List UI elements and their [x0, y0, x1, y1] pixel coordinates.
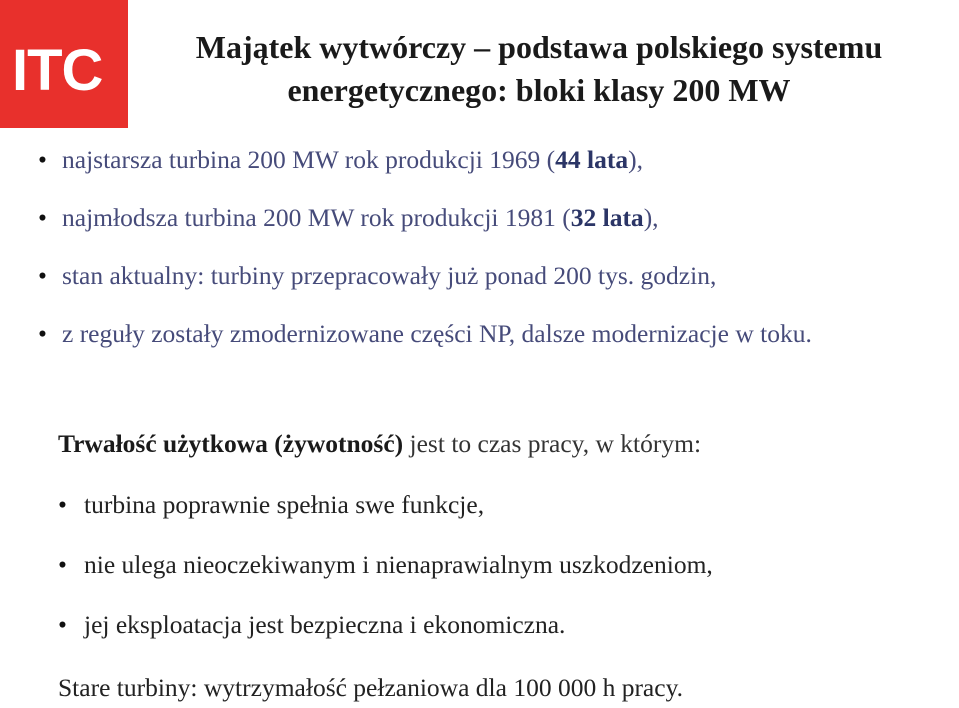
- durability-conditions-list: [58, 489, 948, 641]
- list-item: [38, 260, 953, 292]
- bullet-icon: •: [38, 203, 47, 232]
- list-item-text: najmłodsza turbina 200 MW rok produkcji 1981 (: [62, 203, 571, 232]
- durability-term: Trwałość użytkowa (żywotność): [58, 429, 404, 458]
- logo-text: ITC: [12, 38, 103, 103]
- list-item: [58, 609, 948, 641]
- list-item-text: z reguły zostały zmodernizowane części NP, dalsze modernizacje w toku.: [62, 319, 812, 348]
- bullet-icon: •: [38, 261, 47, 290]
- list-item: [38, 318, 953, 350]
- list-item: [38, 144, 953, 176]
- list-item-text: jej eksploatacja jest bezpieczna i ekonomiczna.: [84, 610, 566, 639]
- bullet-icon: •: [38, 145, 47, 174]
- bullet-icon: •: [58, 610, 67, 639]
- bullet-icon: •: [38, 319, 47, 348]
- durability-rest: jest to czas pracy, w którym:: [403, 429, 702, 458]
- itc-logo: [0, 0, 128, 128]
- list-item-text: najstarsza turbina 200 MW rok produkcji 1969 (: [62, 145, 556, 174]
- bullet-icon: •: [58, 550, 67, 579]
- bullet-icon: •: [58, 490, 67, 519]
- durability-definition: [58, 428, 701, 460]
- list-item-text: stan aktualny: turbiny przepracowały już ponad 200 tys. godzin,: [62, 261, 717, 290]
- title-line-1: Majątek wytwórczy – podstawa polskiego systemu: [195, 29, 883, 65]
- list-item: [58, 549, 948, 581]
- list-item-suffix: ),: [628, 145, 643, 174]
- list-item-emphasis: 32 lata: [570, 203, 644, 232]
- list-item-text: nie ulega nieoczekiwanym i nienaprawialnym uszkodzeniom,: [84, 550, 713, 579]
- page-title: [118, 26, 959, 112]
- list-item: [58, 489, 948, 521]
- top-bullet-list: [38, 144, 953, 350]
- title-line-2: energetycznego: bloki klasy 200 MW: [287, 72, 791, 108]
- list-item-text: turbina poprawnie spełnia swe funkcje,: [84, 490, 485, 519]
- list-item-suffix: ),: [643, 203, 659, 232]
- list-item-emphasis: 44 lata: [555, 145, 629, 174]
- list-item: [38, 202, 953, 234]
- footer-note: Stare turbiny: wytrzymałość pełzaniowa dla 100 000 h pracy.: [58, 673, 684, 702]
